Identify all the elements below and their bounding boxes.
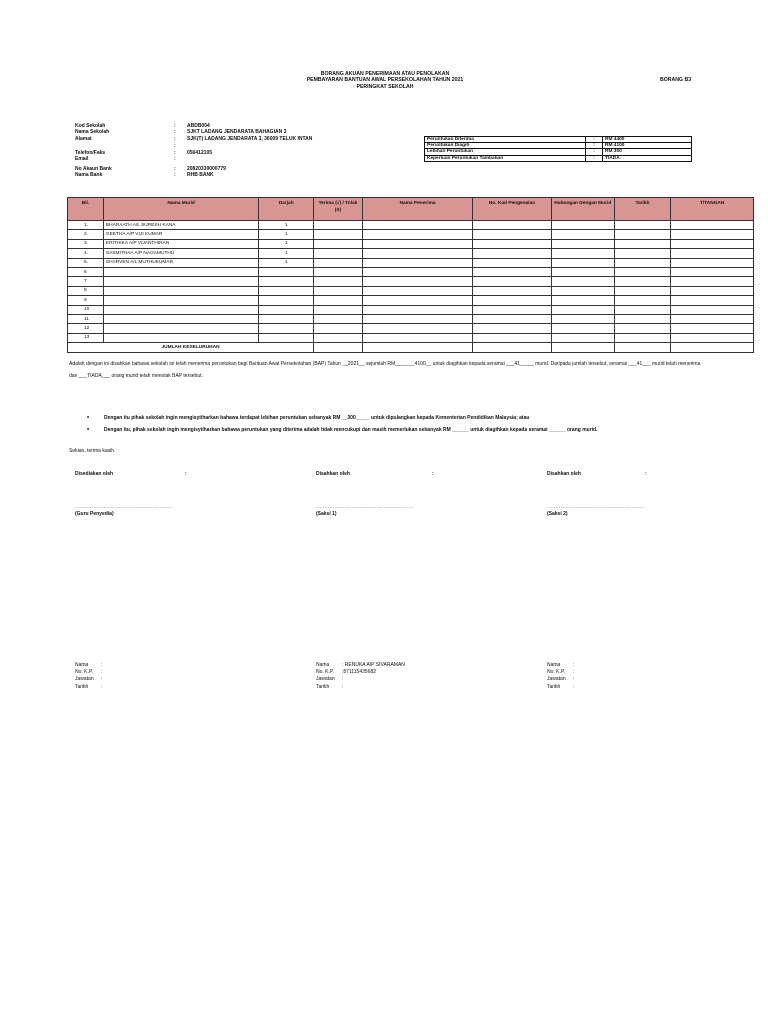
total-cell	[551, 343, 614, 353]
cell-tarikh[interactable]	[614, 230, 671, 239]
cell-tarikh[interactable]	[614, 267, 671, 276]
signer-detail-value: : RENUKA A/P SIVARAMAN	[342, 662, 405, 668]
signer-detail-value: :	[342, 676, 344, 683]
cell-tarikh[interactable]	[614, 333, 671, 342]
cell-no-kp[interactable]	[473, 239, 552, 248]
allocation-label: Peruntukan Diagih	[425, 143, 586, 149]
cell-tarikh[interactable]	[614, 249, 671, 258]
signer-detail-value: :	[573, 662, 575, 668]
cell-nama-penerima[interactable]	[362, 333, 472, 342]
signer-detail-row	[316, 669, 405, 676]
cell-tarikh[interactable]	[614, 239, 671, 248]
cell-tarikh[interactable]	[614, 296, 671, 305]
school-info-label: No Akaun Bank	[75, 166, 112, 172]
cell-tarikh[interactable]	[614, 258, 671, 267]
details-col1	[75, 662, 102, 691]
signer-detail-value: :	[101, 676, 103, 683]
cell-hubungan[interactable]	[551, 239, 614, 248]
form-title-line1: BORANG AKUAN PENERIMAAN ATAU PENOLAKAN	[320, 71, 450, 77]
cell-no-kp[interactable]	[473, 333, 552, 342]
signer-detail-row	[316, 662, 405, 669]
bullet-icon: •	[87, 427, 90, 433]
cell-bil: 10	[68, 305, 104, 314]
sig-witness1-role: (Saksi 1)	[316, 511, 337, 517]
table-row	[68, 324, 754, 333]
cell-hubungan[interactable]	[551, 277, 614, 286]
school-info-colon: :	[174, 156, 176, 162]
cell-bil: 9	[68, 296, 104, 305]
school-info-colon: :	[174, 143, 176, 149]
cell-terima-tolak[interactable]	[314, 305, 363, 314]
cell-nama-penerima[interactable]	[362, 267, 472, 276]
cell-terima-tolak[interactable]	[314, 267, 363, 276]
cell-tandatangan[interactable]	[671, 249, 754, 258]
school-info-value: 20820339000779	[187, 166, 226, 172]
signer-detail-row	[75, 684, 102, 691]
cell-nama-penerima[interactable]	[362, 324, 472, 333]
signer-detail-row	[547, 669, 574, 676]
signer-detail-label: Nama	[75, 662, 89, 668]
cell-terima-tolak[interactable]	[314, 230, 363, 239]
school-info-value: 056412105	[187, 150, 213, 156]
cell-darjah: 1	[259, 230, 314, 239]
signer-detail-label: Tarikh	[547, 683, 561, 690]
cell-nama-penerima[interactable]	[362, 258, 472, 267]
cell-nama-murid	[103, 324, 258, 333]
table-row	[68, 314, 754, 323]
allocation-value: RM 300	[603, 149, 692, 155]
cell-nama-penerima[interactable]	[362, 314, 472, 323]
recipient-table	[67, 197, 754, 353]
cell-tandatangan[interactable]	[671, 239, 754, 248]
cell-nama-penerima[interactable]	[362, 230, 472, 239]
signer-detail-value: :	[101, 662, 103, 668]
cell-nama-penerima[interactable]	[362, 277, 472, 286]
total-cell	[362, 343, 472, 353]
cell-nama-murid	[103, 296, 258, 305]
col-header-nama-penerima: Nama Penerima	[362, 198, 472, 221]
col-header-hubungan: Hubungan Dengan Murid	[551, 198, 614, 221]
signer-detail-row	[547, 684, 574, 691]
signer-detail-row	[547, 676, 574, 683]
cell-darjah	[259, 267, 314, 276]
cell-darjah	[259, 333, 314, 342]
cell-no-kp[interactable]	[473, 249, 552, 258]
allocation-colon: :	[586, 155, 603, 161]
sig-witness2-role: (Saksi 2)	[547, 511, 568, 517]
table-row	[68, 333, 754, 342]
signer-detail-value: :	[573, 676, 575, 683]
col-header-bil: Bil.	[68, 198, 104, 221]
cell-tandatangan[interactable]	[671, 333, 754, 342]
cell-bil: 12	[68, 324, 104, 333]
signer-detail-row	[75, 669, 102, 676]
allocation-label: Peruntukan Diterima	[425, 137, 586, 143]
table-row	[68, 230, 754, 239]
cell-tandatangan[interactable]	[671, 230, 754, 239]
table-row	[68, 267, 754, 276]
cell-tarikh[interactable]	[614, 314, 671, 323]
cell-darjah: 1	[259, 239, 314, 248]
cell-no-kp[interactable]	[473, 305, 552, 314]
cell-tandatangan[interactable]	[671, 258, 754, 267]
cell-terima-tolak[interactable]	[314, 239, 363, 248]
cell-no-kp[interactable]	[473, 258, 552, 267]
table-row	[68, 239, 754, 248]
cell-nama-murid: SHARVEN A/L MUTHUKUMAR	[103, 258, 258, 267]
cell-hubungan[interactable]	[551, 286, 614, 295]
bullet-shortfall-text: Dengan itu, pihak sekolah ingin mengisytiharkan bahawa peruntukan yang diterima adalah tidak mencukupi dan masih memerlukan sebanyak RM ______ untuk diagihkan kepada seramai ______ orang murid.	[104, 427, 598, 433]
cell-tandatangan[interactable]	[671, 324, 754, 333]
cell-terima-tolak[interactable]	[314, 221, 363, 230]
signer-detail-label: Jawatan	[75, 676, 94, 683]
cell-nama-penerima[interactable]	[362, 286, 472, 295]
cell-tandatangan[interactable]	[671, 314, 754, 323]
table-row	[68, 296, 754, 305]
cell-nama-murid: KRITHIKA A/P VIJANTHIRAN	[103, 239, 258, 248]
total-cell	[314, 343, 363, 353]
cell-tandatangan[interactable]	[671, 286, 754, 295]
bullet-surplus-text: Dengan itu pihak sekolah ingin mengisytiharkan bahawa terdapat lebihan peruntukan sebanyak RM __300_____ untuk dipulangkan kepada Kementerian Pendidikan Malaysia; atau	[104, 415, 530, 421]
cell-no-kp[interactable]	[473, 267, 552, 276]
cell-no-kp[interactable]	[473, 221, 552, 230]
signer-detail-row	[75, 676, 102, 683]
cell-no-kp[interactable]	[473, 314, 552, 323]
table-row	[68, 286, 754, 295]
signer-detail-label: Nama	[547, 662, 561, 668]
sig-witness1-colon: :	[432, 471, 434, 477]
table-total-row	[68, 343, 754, 353]
table-row	[68, 249, 754, 258]
cell-hubungan[interactable]	[551, 249, 614, 258]
cell-nama-murid: BHARAATH A/L SURESH KANA	[103, 221, 258, 230]
cell-no-kp[interactable]	[473, 296, 552, 305]
col-header-nama-murid: Nama Murid	[103, 198, 258, 221]
sig-prepared-role: (Guru Penyedia)	[75, 511, 114, 517]
signer-detail-label: No. K.P.	[547, 669, 565, 676]
cell-darjah: 1	[259, 249, 314, 258]
school-info-value: ABDB004	[187, 123, 210, 129]
cell-tarikh[interactable]	[614, 286, 671, 295]
cell-nama-murid	[103, 314, 258, 323]
signer-detail-value: :	[342, 683, 344, 690]
sig-witness2-colon: :	[645, 471, 647, 477]
col-header-tandatangan: T/TANGAN	[671, 198, 754, 221]
allocation-colon: :	[586, 137, 603, 143]
allocation-label: Keperluan Peruntukan Tambahan	[425, 155, 586, 161]
allocation-label: Lebihan Peruntukan	[425, 149, 586, 155]
form-code: BORANG B3	[660, 77, 692, 83]
cell-nama-penerima[interactable]	[362, 221, 472, 230]
cell-tarikh[interactable]	[614, 305, 671, 314]
cell-bil: 3.	[68, 239, 104, 248]
allocation-row	[425, 155, 692, 161]
total-cell	[671, 343, 754, 353]
cell-nama-penerima[interactable]	[362, 239, 472, 248]
sig-witness2-line: ..........................................................	[547, 504, 645, 510]
cell-hubungan[interactable]	[551, 221, 614, 230]
cell-terima-tolak[interactable]	[314, 249, 363, 258]
cell-nama-murid	[103, 333, 258, 342]
col-header-terima-tolak	[314, 198, 363, 221]
cell-terima-tolak[interactable]	[314, 333, 363, 342]
cell-darjah: 1	[259, 258, 314, 267]
form-title-line3: PERINGKAT SEKOLAH	[356, 83, 414, 90]
cell-hubungan[interactable]	[551, 258, 614, 267]
cell-bil: 4.	[68, 249, 104, 258]
cell-hubungan[interactable]	[551, 314, 614, 323]
cell-no-kp[interactable]	[473, 324, 552, 333]
cell-darjah: 1	[259, 221, 314, 230]
cell-hubungan[interactable]	[551, 230, 614, 239]
school-info-label: Kod Sekolah	[75, 123, 106, 129]
school-info-value: RHB BANK	[187, 172, 214, 178]
table-row	[68, 305, 754, 314]
signer-detail-row	[316, 684, 405, 691]
signer-detail-value: :	[573, 669, 575, 676]
cell-no-kp[interactable]	[473, 230, 552, 239]
allocation-value: TIADA	[603, 155, 692, 161]
cell-nama-murid	[103, 305, 258, 314]
cell-hubungan[interactable]	[551, 267, 614, 276]
cell-bil: 5.	[68, 258, 104, 267]
cell-darjah	[259, 314, 314, 323]
cell-bil: 11	[68, 314, 104, 323]
declaration-paragraph: Adalah dengan ini disahkan bahawa sekolah ini telah menerima peruntukan bagi Bantuan Awal Persekolahan (BAP) Tahun __2021__ sejumlah RM_______4100__ untuk diagihkan kepada seramai ___41_____ murid. Daripada jumlah tersebut, seramai ___41___ murid telah menerima dan ___TIADA___ orang murid telah menolak BAP tersebut.	[69, 361, 701, 379]
allocation-colon: :	[586, 149, 603, 155]
school-info-label: Email	[75, 156, 89, 162]
sig-witness1-line: ..........................................................	[316, 504, 414, 510]
cell-bil: 6	[68, 267, 104, 276]
col-header-no-kp: No. Kad Pengenalan	[473, 198, 552, 221]
cell-no-kp[interactable]	[473, 277, 552, 286]
table-row	[68, 221, 754, 230]
cell-tandatangan[interactable]	[671, 221, 754, 230]
signer-detail-value: :871115435682	[342, 669, 377, 676]
cell-hubungan[interactable]	[551, 333, 614, 342]
cell-tarikh[interactable]	[614, 221, 671, 230]
cell-bil: 13	[68, 333, 104, 342]
cell-nama-penerima[interactable]	[362, 249, 472, 258]
signer-detail-label: Jawatan	[316, 676, 335, 683]
school-info-colon: :	[174, 123, 176, 129]
cell-tandatangan[interactable]	[671, 296, 754, 305]
signer-detail-label: No. K.P.	[75, 669, 93, 676]
table-row	[68, 258, 754, 267]
cell-hubungan[interactable]	[551, 324, 614, 333]
cell-no-kp[interactable]	[473, 286, 552, 295]
signer-detail-row	[316, 676, 405, 683]
cell-tandatangan[interactable]	[671, 267, 754, 276]
cell-darjah	[259, 305, 314, 314]
signer-detail-label: No. K.P.	[316, 669, 334, 676]
signer-detail-label: Tarikh	[316, 683, 330, 690]
cell-bil: 8	[68, 286, 104, 295]
cell-darjah	[259, 296, 314, 305]
sig-prepared-line: ..........................................................	[75, 504, 173, 510]
sig-witness2-title: Disahkan oleh	[547, 471, 581, 477]
signer-detail-label: Tarikh	[75, 683, 89, 690]
signer-detail-row	[547, 662, 574, 669]
allocation-colon: :	[586, 143, 603, 149]
bullet-icon: •	[87, 415, 90, 421]
cell-bil: 1.	[68, 221, 104, 230]
cell-darjah	[259, 324, 314, 333]
school-info-value: SJK(T) LADANG JENDARATA 3, 36009 TELUK INTAN	[187, 136, 313, 142]
table-row	[68, 277, 754, 286]
cell-terima-tolak[interactable]	[314, 314, 363, 323]
school-info-label: Alamat	[75, 136, 92, 142]
school-info-colon: :	[174, 172, 176, 178]
cell-nama-murid: GEETHA A/P VIJI KUMAR	[103, 230, 258, 239]
form-header	[200, 71, 570, 90]
total-label: JUMLAH KESELURUHAN	[68, 343, 314, 353]
cell-darjah	[259, 286, 314, 295]
cell-tarikh[interactable]	[614, 277, 671, 286]
allocation-value: RM 4100	[603, 143, 692, 149]
terima-tolak-label: Terima (√) / Tolak (X)	[318, 201, 358, 213]
sig-prepared-title: Disediakan oleh	[75, 471, 114, 477]
total-cell	[614, 343, 671, 353]
school-info-colon: :	[174, 150, 176, 156]
col-header-darjah: Darjah	[259, 198, 314, 221]
signer-detail-label: Jawatan	[547, 676, 566, 683]
cell-bil: 7	[68, 277, 104, 286]
cell-nama-penerima[interactable]	[362, 305, 472, 314]
cell-tandatangan[interactable]	[671, 305, 754, 314]
school-info-colon: :	[174, 136, 176, 142]
details-col2	[316, 662, 405, 691]
cell-tandatangan[interactable]	[671, 277, 754, 286]
signer-detail-label: Nama	[316, 662, 330, 668]
cell-terima-tolak[interactable]	[314, 324, 363, 333]
cell-nama-murid	[103, 286, 258, 295]
school-info-label: Telefon/Faks	[75, 150, 106, 156]
form-title-line2: PEMBAYARAN BANTUAN AWAL PERSEKOLAHAN TAHUN 2021	[306, 77, 464, 84]
cell-tarikh[interactable]	[614, 324, 671, 333]
cell-nama-murid	[103, 267, 258, 276]
school-info-colon: :	[174, 129, 176, 135]
total-cell	[473, 343, 552, 353]
allocation-value: RM 4400	[603, 137, 692, 143]
sig-prepared-colon: :	[185, 471, 187, 477]
cell-terima-tolak[interactable]	[314, 286, 363, 295]
table-header-row	[68, 198, 754, 221]
signer-detail-row	[75, 662, 102, 669]
cell-nama-murid	[103, 277, 258, 286]
cell-bil: 2.	[68, 230, 104, 239]
sig-witness1-title: Disahkan oleh	[316, 471, 350, 477]
cell-nama-penerima[interactable]	[362, 296, 472, 305]
signer-detail-value: :	[101, 669, 103, 676]
col-header-tarikh: Tarikh	[614, 198, 671, 221]
signer-detail-value: :	[101, 683, 103, 690]
signer-detail-value: :	[573, 683, 575, 690]
cell-darjah	[259, 277, 314, 286]
cell-hubungan[interactable]	[551, 305, 614, 314]
cell-nama-murid: SASMITHAA A/P NAGAMUTHU	[103, 249, 258, 258]
school-info-label: Nama Sekolah	[75, 129, 110, 135]
cell-terima-tolak[interactable]	[314, 258, 363, 267]
allocation-box	[424, 136, 692, 162]
cell-terima-tolak[interactable]	[314, 277, 363, 286]
school-info-label: Nama Bank	[75, 172, 103, 178]
closing-text: Sekian, terima kasih.	[69, 448, 116, 454]
school-info-colon: :	[174, 166, 176, 172]
details-col3	[547, 662, 574, 691]
school-info-value: SJKT LADANG JENDARATA BAHAGIAN 3	[187, 129, 287, 135]
cell-terima-tolak[interactable]	[314, 296, 363, 305]
cell-hubungan[interactable]	[551, 296, 614, 305]
